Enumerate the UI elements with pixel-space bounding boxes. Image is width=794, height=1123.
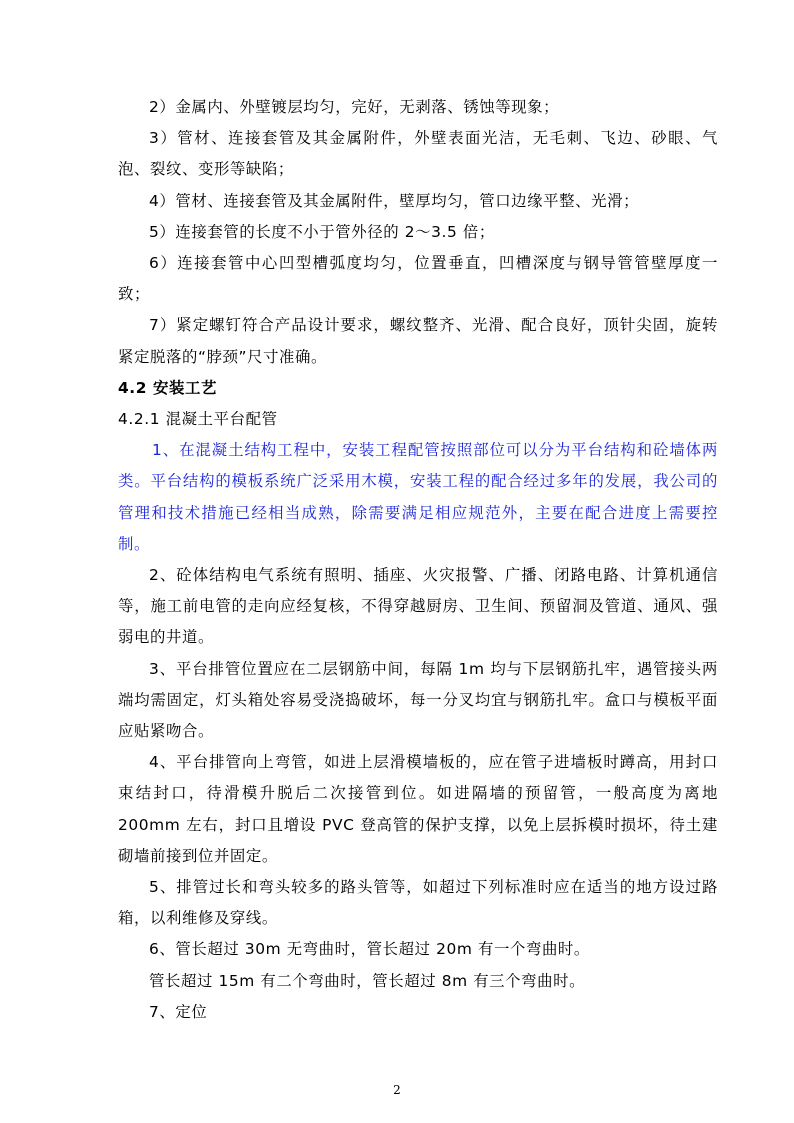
body-paragraph-4: 4、平台排管向上弯管，如进上层滑模墙板的，应在管子进墙板时蹲高，用封口束结封口，待滑模升脱后二次接管到位。如进隔墙的预留管，一般高度为离地 200mm 左右，封口且增设 PVC 登高管的保护支撑，以免上层拆模时损坏，待土建砌墙前接到位并固定。	[118, 753, 718, 865]
requirement-item-4: 4）管材、连接套管及其金属附件，壁厚均匀，管口边缘平整、光滑；	[149, 191, 640, 210]
highlighted-paragraph: 1、在混凝土结构工程中，安装工程配管按照部位可以分为平台结构和砼墙体两类。平台结构的模板系统广泛采用木模，安装工程的配合经过多年的发展，我公司的管理和技术措施已经相当成熟，除需要满足相应规范外，主要在配合进度上需要控制。	[118, 441, 718, 553]
body-paragraph-7: 7、定位	[149, 1002, 208, 1021]
requirement-item-5: 5）连接套管的长度不小于管外径的 2～3.5 倍；	[149, 222, 495, 241]
body-paragraph-6-continued: 管长超过 15m 有二个弯曲时，管长超过 8m 有三个弯曲时。	[149, 971, 586, 990]
page-content	[118, 92, 718, 1028]
section-heading: 4.2 安装工艺	[118, 378, 217, 397]
body-paragraph-3: 3、平台排管位置应在二层钢筋中间，每隔 1m 均与下层钢筋扎牢，遇管接头两端均需固定，灯头箱处容易受浇捣破坏，每一分叉均宜与钢筋扎牢。盒口与模板平面应贴紧吻合。	[118, 659, 718, 741]
requirement-item-7: 7）紧定螺钉符合产品设计要求，螺纹整齐、光滑、配合良好，顶针尖固，旋转紧定脱落的“脖颈”尺寸准确。	[118, 316, 718, 366]
requirement-item-2: 2）金属内、外壁镀层均匀，完好，无剥落、锈蚀等现象；	[149, 98, 560, 116]
body-paragraph-5: 5、排管过长和弯头较多的路头管等，如超过下列标准时应在适当的地方设过路箱，以利维修及穿线。	[118, 878, 718, 928]
requirement-item-3: 3）管材、连接套管及其金属附件，外壁表面光洁，无毛刺、飞边、砂眼、气泡、裂纹、变形等缺陷；	[118, 129, 718, 179]
subsection-heading: 4.2.1 混凝土平台配管	[118, 410, 278, 429]
body-paragraph-2: 2、砼体结构电气系统有照明、插座、火灾报警、广播、闭路电路、计算机通信等，施工前电管的走向应经复核，不得穿越厨房、卫生间、预留洞及管道、通风、强弱电的井道。	[118, 566, 718, 647]
body-paragraph-6: 6、管长超过 30m 无弯曲时，管长超过 20m 有一个弯曲时。	[149, 940, 590, 959]
page-number: 2	[393, 1083, 401, 1097]
requirement-item-6: 6）连接套管中心凹型槽弧度均匀，位置垂直，凹槽深度与钢导管管壁厚度一致；	[118, 254, 718, 304]
